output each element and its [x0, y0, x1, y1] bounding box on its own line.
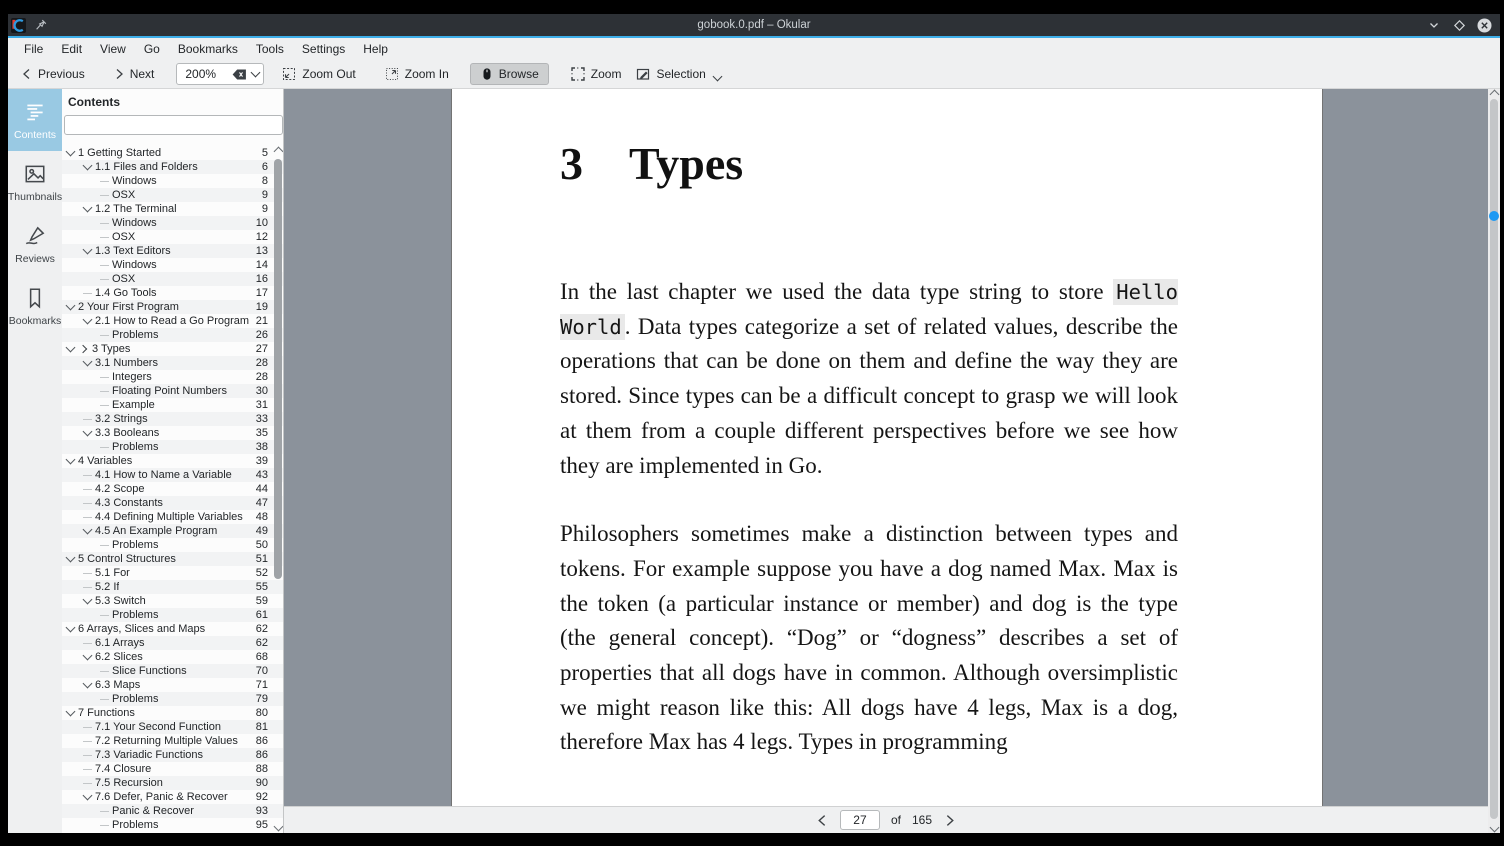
window-title: gobook.0.pdf – Okular	[697, 19, 811, 31]
browse-label: Browse	[498, 67, 539, 81]
sidebar-tab-bookmarks[interactable]	[8, 275, 62, 337]
sidebar-tab-contents[interactable]	[8, 89, 62, 151]
toc-item-label: 6.2 Slices	[95, 651, 143, 663]
toc-item-page: 27	[255, 343, 268, 355]
menu-settings[interactable]: Settings	[301, 42, 346, 56]
toc-item-page: 5	[261, 147, 268, 159]
tree-branch-line	[100, 237, 109, 238]
menu-edit[interactable]: Edit	[61, 42, 83, 56]
toc-item[interactable]	[62, 258, 283, 272]
toc-item[interactable]	[62, 804, 283, 818]
toc-item[interactable]	[62, 300, 283, 314]
toc-item[interactable]	[62, 356, 283, 370]
toc-item-label: Problems	[112, 609, 159, 621]
toc-item-label: Floating Point Numbers	[112, 385, 227, 397]
tree-branch-line	[100, 405, 109, 406]
toc-item[interactable]	[62, 482, 283, 496]
sidebar-tab-thumbnails[interactable]	[8, 151, 62, 213]
toc-item-label: 3.1 Numbers	[95, 357, 158, 369]
toc-item[interactable]	[62, 664, 283, 678]
expander-chevron-icon[interactable]	[66, 147, 76, 157]
toc-item[interactable]	[62, 776, 283, 790]
expander-chevron-icon[interactable]	[83, 357, 93, 367]
toc-item[interactable]	[62, 230, 283, 244]
expander-chevron-icon[interactable]	[83, 651, 93, 661]
toc-item-page: 61	[255, 609, 268, 621]
toc-item-label: 7.3 Variadic Functions	[95, 749, 204, 761]
toc-item[interactable]	[62, 496, 283, 510]
clear-text-icon[interactable]	[232, 69, 247, 80]
marker-pen-icon	[23, 224, 47, 248]
toc-item-label: Problems	[112, 819, 159, 831]
toc-item-page: 68	[255, 651, 268, 663]
tree-branch-line	[83, 573, 92, 574]
toc-item-page: 39	[255, 455, 268, 467]
toc-item[interactable]	[62, 244, 283, 258]
menubar	[8, 38, 1500, 60]
toc-item-label: 6 Arrays, Slices and Maps	[78, 623, 206, 635]
toc-item-label: 6.1 Arrays	[95, 637, 145, 649]
tree-branch-line	[83, 755, 92, 756]
contents-panel-title: Contents	[68, 95, 120, 109]
scroll-down-icon[interactable]	[1490, 823, 1500, 833]
toc-item-label: 5.1 For	[95, 567, 130, 579]
expander-chevron-icon[interactable]	[83, 525, 93, 535]
document-scrollbar-handle[interactable]	[1490, 99, 1498, 819]
sidebar-tab-label: Reviews	[15, 252, 55, 265]
toc-item-page: 10	[255, 217, 268, 229]
toc-item-label: 5.3 Switch	[95, 595, 146, 607]
next-page-icon[interactable]	[943, 814, 956, 827]
toc-item-page: 92	[255, 791, 268, 803]
tree-branch-line	[83, 517, 92, 518]
toc-item-label: Example	[112, 399, 155, 411]
toc-item-label: 1.1 Files and Folders	[95, 161, 198, 173]
toc-item-page: 55	[255, 581, 268, 593]
sidebar-tab-label: Bookmarks	[8, 314, 62, 327]
chevron-down-icon	[712, 71, 722, 81]
toc-item-label: 7.6 Defer, Panic & Recover	[95, 791, 228, 803]
toc-item-page: 14	[255, 259, 268, 271]
toc-item-label: 7.5 Recursion	[95, 777, 163, 789]
tree-branch-line	[100, 181, 109, 182]
toc-item[interactable]	[62, 314, 283, 328]
toc-item-page: 59	[255, 595, 268, 607]
document-scrollbar[interactable]	[1488, 89, 1500, 833]
tree-branch-line	[83, 587, 92, 588]
tree-branch-line	[100, 391, 109, 392]
scroll-up-icon[interactable]	[274, 147, 284, 157]
toc-item-label: OSX	[112, 189, 136, 201]
tree-branch-line	[100, 447, 109, 448]
toc-item-label: Integers	[112, 371, 152, 383]
toc-item-label: 3.3 Booleans	[95, 427, 160, 439]
tree-branch-line	[83, 293, 92, 294]
toc-item-label: Windows	[112, 259, 157, 271]
zoom-marquee-icon	[570, 66, 586, 82]
tree-branch-line	[83, 727, 92, 728]
tree-branch-line	[100, 699, 109, 700]
toolbar	[8, 60, 1500, 89]
menu-tools[interactable]: Tools	[255, 42, 284, 56]
toc-item-page: 35	[255, 427, 268, 439]
expander-chevron-icon[interactable]	[83, 679, 93, 689]
toc-item-label: 1 Getting Started	[78, 147, 162, 159]
toc-item-page: 51	[255, 553, 268, 565]
chapter-number: 3	[560, 138, 583, 189]
toc-item-page: 33	[255, 413, 268, 425]
scroll-down-icon[interactable]	[274, 822, 284, 832]
toc-item-page: 86	[255, 735, 268, 747]
toc-item-label: 6.3 Maps	[95, 679, 141, 691]
toc-item[interactable]	[62, 174, 283, 188]
next-button[interactable]	[106, 64, 162, 84]
titlebar	[8, 14, 1500, 36]
close-icon[interactable]	[1476, 17, 1492, 33]
picture-icon	[23, 162, 47, 186]
toc-item-page: 9	[261, 203, 268, 215]
toc-item-page: 38	[255, 441, 268, 453]
toc-item-label: 3 Types	[92, 343, 131, 355]
toc-item-page: 88	[255, 763, 268, 775]
toc-item-label: 4.3 Constants	[95, 497, 163, 509]
toc-item-page: 28	[255, 357, 268, 369]
toc-item[interactable]	[62, 370, 283, 384]
tree-branch-line	[83, 489, 92, 490]
expander-chevron-icon[interactable]	[83, 427, 93, 437]
window-controls	[1426, 17, 1500, 33]
expander-chevron-icon[interactable]	[83, 791, 93, 801]
zoom-in-icon	[384, 66, 400, 82]
chevron-left-icon	[21, 68, 33, 80]
toc-item-page: 62	[255, 637, 268, 649]
tree-branch-line	[100, 811, 109, 812]
toc-item[interactable]	[62, 426, 283, 440]
chevron-down-icon	[251, 68, 261, 78]
tree-branch-line	[100, 223, 109, 224]
toc-item[interactable]	[62, 762, 283, 776]
contents-panel	[62, 89, 284, 833]
tree-branch-line	[100, 377, 109, 378]
menu-view[interactable]: View	[100, 42, 126, 56]
toc-item-page: 49	[255, 525, 268, 537]
previous-button[interactable]	[14, 64, 92, 84]
sidebar-tabstrip	[8, 89, 62, 833]
toc-item-page: 31	[255, 399, 268, 411]
menu-go[interactable]: Go	[143, 42, 160, 56]
toc-item[interactable]	[62, 706, 283, 720]
toc-item[interactable]	[62, 468, 283, 482]
tree-branch-line	[83, 475, 92, 476]
toc-item[interactable]	[62, 342, 283, 356]
chevron-right-icon	[113, 68, 125, 80]
toc-item-page: 70	[255, 665, 268, 677]
toc-item[interactable]	[62, 622, 283, 636]
toc-item[interactable]	[62, 328, 283, 342]
mouse-icon	[480, 66, 494, 82]
toc-item-page: 13	[255, 245, 268, 257]
chapter-heading	[560, 137, 743, 190]
toc-item-page: 8	[261, 175, 268, 187]
zoom-in-button[interactable]	[377, 63, 456, 85]
toc-item[interactable]	[62, 286, 283, 300]
zoom-out-icon	[281, 66, 297, 82]
toc-item-label: 5.2 If	[95, 581, 120, 593]
toc-item-label: 1.3 Text Editors	[95, 245, 171, 257]
selection-label: Selection	[656, 67, 706, 81]
pdf-page	[451, 89, 1323, 833]
zoom-in-label: Zoom In	[404, 67, 449, 81]
toc-item-page: 19	[255, 301, 268, 313]
toc-item-label: 4.1 How to Name a Variable	[95, 469, 232, 481]
toc-item-label: 4.5 An Example Program	[95, 525, 218, 537]
toc-item[interactable]	[62, 160, 283, 174]
zoom-tool-button[interactable]	[563, 63, 629, 85]
main-area	[8, 89, 1500, 833]
expander-chevron-icon[interactable]	[66, 553, 76, 563]
toc-item-label: 2.1 How to Read a Go Program	[95, 315, 250, 327]
toc-item-label: 4 Variables	[78, 455, 133, 467]
expander-chevron-icon[interactable]	[83, 203, 93, 213]
tree-branch-line	[100, 545, 109, 546]
toc-item-label: 7.4 Closure	[95, 763, 152, 775]
toc-item[interactable]	[62, 818, 283, 832]
toc-item-page: 48	[255, 511, 268, 523]
toc-lines-icon	[23, 100, 47, 124]
toc-item-label: Problems	[112, 441, 159, 453]
tree-branch-line	[100, 671, 109, 672]
contents-scrollbar[interactable]	[274, 146, 282, 832]
inline-code: Hello World	[560, 280, 1178, 339]
toc-item-page: 95	[255, 819, 268, 831]
next-label: Next	[129, 67, 155, 81]
contents-search-input[interactable]	[64, 115, 283, 135]
toc-item-page: 16	[255, 273, 268, 285]
paragraph-1: In the last chapter we used the data type string to store Hello World . Data types categorize a set of related values, describe the operations that can be done on them and define the way they are stored. Since types can be a difficult concept to grasp we will look at them from a couple different perspectives before we see how they are implemented in Go.	[560, 279, 1178, 478]
toc-item-label: 5 Control Structures	[78, 553, 176, 565]
expander-chevron-icon[interactable]	[66, 301, 76, 311]
sidebar-tab-reviews[interactable]	[8, 213, 62, 275]
expander-chevron-icon[interactable]	[66, 707, 76, 717]
toc-item-page: 21	[255, 315, 268, 327]
tree-branch-line	[100, 195, 109, 196]
toc-item[interactable]	[62, 678, 283, 692]
tree-branch-line	[83, 769, 92, 770]
toc-tree	[62, 146, 283, 833]
menu-file[interactable]: File	[24, 42, 44, 56]
tree-branch-line	[100, 615, 109, 616]
toc-item-page: 43	[255, 469, 268, 481]
toc-item-page: 81	[255, 721, 268, 733]
expander-chevron-icon[interactable]	[83, 315, 93, 325]
toc-item[interactable]	[62, 454, 283, 468]
toc-item-page: 90	[255, 777, 268, 789]
toc-item-page: 26	[255, 329, 268, 341]
toc-item-label: 2 Your First Program	[78, 301, 179, 313]
bookmark-ribbon-icon	[23, 286, 47, 310]
toc-item-label: 4.4 Defining Multiple Variables	[95, 511, 243, 523]
toc-item[interactable]	[62, 720, 283, 734]
toc-item-label: 1.4 Go Tools	[95, 287, 157, 299]
bookmark-position-dot	[1489, 211, 1499, 221]
previous-label: Previous	[38, 67, 85, 81]
toc-item[interactable]	[62, 692, 283, 706]
zoom-out-button[interactable]	[274, 63, 362, 85]
toc-item-label: 3.2 Strings	[95, 413, 148, 425]
toc-item[interactable]	[62, 790, 283, 804]
toc-item[interactable]	[62, 650, 283, 664]
tree-branch-line	[83, 503, 92, 504]
expander-chevron-icon[interactable]	[83, 595, 93, 605]
toc-item[interactable]	[62, 636, 283, 650]
zoom-level-combobox[interactable]	[176, 63, 264, 85]
total-pages: 165	[911, 813, 933, 827]
toc-item[interactable]	[62, 608, 283, 622]
toc-item[interactable]	[62, 384, 283, 398]
tree-branch-line	[83, 741, 92, 742]
previous-page-icon[interactable]	[816, 814, 829, 827]
toc-item-page: 17	[255, 287, 268, 299]
toc-item-label: OSX	[112, 273, 136, 285]
tree-branch-line	[83, 783, 92, 784]
tree-branch-line	[83, 643, 92, 644]
okular-app-icon	[11, 18, 26, 33]
toc-item-label: 7.2 Returning Multiple Values	[95, 735, 238, 747]
toc-item-label: 7.1 Your Second Function	[95, 721, 221, 733]
document-text	[560, 275, 1178, 794]
toc-item-label: OSX	[112, 231, 136, 243]
toc-item[interactable]	[62, 216, 283, 230]
tree-branch-line	[100, 265, 109, 266]
toc-item-page: 50	[255, 539, 268, 551]
toc-item[interactable]	[62, 202, 283, 216]
toc-item-page: 52	[255, 567, 268, 579]
toc-item[interactable]	[62, 412, 283, 426]
tree-branch-line	[100, 279, 109, 280]
pin-icon[interactable]	[34, 18, 48, 32]
toc-item[interactable]	[62, 594, 283, 608]
chapter-title: Types	[629, 138, 744, 189]
page-navigation-bar	[284, 806, 1488, 833]
toc-item[interactable]	[62, 748, 283, 762]
scroll-up-icon[interactable]	[1490, 90, 1500, 100]
browse-tool-button[interactable]	[470, 63, 549, 85]
toc-item-page: 86	[255, 749, 268, 761]
toc-item-page: 79	[255, 693, 268, 705]
tree-branch-line	[83, 419, 92, 420]
sidebar-tab-label: Contents	[13, 128, 57, 141]
toc-item-label: Problems	[112, 539, 159, 551]
toc-item[interactable]	[62, 734, 283, 748]
toc-item-page: 44	[255, 483, 268, 495]
toc-item[interactable]	[62, 510, 283, 524]
tree-branch-line	[100, 335, 109, 336]
selection-tool-button[interactable]	[628, 63, 727, 85]
toc-item[interactable]	[62, 552, 283, 566]
expander-chevron-icon[interactable]	[83, 245, 93, 255]
toc-item[interactable]	[62, 538, 283, 552]
toc-item-label: Windows	[112, 175, 157, 187]
toc-item-label: Problems	[112, 693, 159, 705]
toc-item[interactable]	[62, 440, 283, 454]
toc-item-page: 30	[255, 385, 268, 397]
menu-bookmarks[interactable]: Bookmarks	[177, 42, 238, 56]
toc-item-page: 71	[255, 679, 268, 691]
toc-item-label: Panic & Recover	[112, 805, 194, 817]
menu-help[interactable]: Help	[363, 42, 388, 56]
toc-item-page: 80	[255, 707, 268, 719]
current-section-marker-icon	[79, 345, 87, 353]
document-view[interactable]	[284, 89, 1488, 833]
selection-pen-icon	[635, 66, 651, 82]
toc-item-page: 12	[255, 231, 268, 243]
toc-item-label: 7 Functions	[78, 707, 135, 719]
expander-chevron-icon[interactable]	[66, 343, 76, 353]
okular-window	[8, 14, 1500, 833]
toc-item-page: 9	[261, 189, 268, 201]
toc-item[interactable]	[62, 398, 283, 412]
toc-item-page: 47	[255, 497, 268, 509]
toc-item-page: 6	[261, 161, 268, 173]
paragraph-2: Philosophers sometimes make a distinction between types and tokens. For example suppose you have a dog named Max. Max is the token (a particular instance or member) and dog is the type (the general concept). “Dog” or “dogness” describes a set of properties that all dogs have in common. Although oversimplistic we might reason like this: All dogs have 4 legs, Max is a dog, therefore Max has 4 legs. Types in programming	[560, 521, 1178, 755]
expander-chevron-icon[interactable]	[66, 455, 76, 465]
expander-chevron-icon[interactable]	[83, 161, 93, 171]
toc-item-label: Slice Functions	[112, 665, 187, 677]
sidebar-tab-label: Thumbnails	[7, 190, 63, 203]
zoom-tool-label: Zoom	[590, 67, 622, 81]
tree-branch-line	[100, 825, 109, 826]
toc-item-page: 28	[255, 371, 268, 383]
expander-chevron-icon[interactable]	[66, 623, 76, 633]
toc-item[interactable]	[62, 524, 283, 538]
toc-item-label: 4.2 Scope	[95, 483, 145, 495]
toc-item[interactable]	[62, 566, 283, 580]
zoom-level-value: 200%	[185, 67, 217, 81]
contents-scrollbar-handle[interactable]	[274, 159, 282, 579]
toc-item-label: Windows	[112, 217, 157, 229]
toc-item-page: 93	[255, 805, 268, 817]
minimize-icon[interactable]	[1426, 17, 1442, 33]
of-label: of	[890, 813, 901, 827]
toc-item[interactable]	[62, 188, 283, 202]
zoom-out-label: Zoom Out	[302, 67, 356, 81]
toc-item[interactable]	[62, 146, 283, 160]
toc-item-page: 62	[255, 623, 268, 635]
toc-item[interactable]	[62, 580, 283, 594]
current-page-input[interactable]: 27	[840, 810, 880, 830]
maximize-icon[interactable]	[1451, 17, 1467, 33]
toc-item-label: 1.2 The Terminal	[95, 203, 177, 215]
toc-item-label: Problems	[112, 329, 159, 341]
toc-item[interactable]	[62, 272, 283, 286]
